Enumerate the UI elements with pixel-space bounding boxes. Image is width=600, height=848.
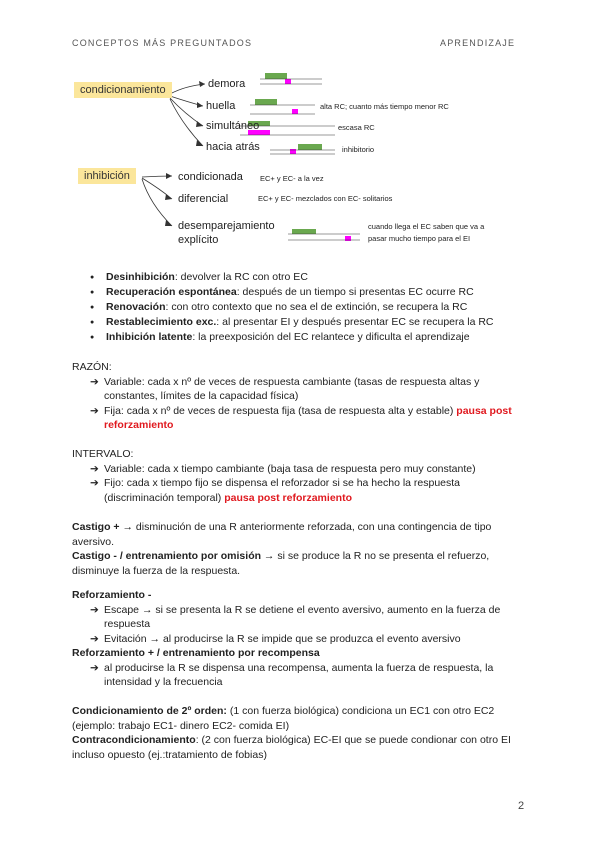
box-inhibicion: inhibición	[78, 168, 136, 184]
label-condicionada: condicionada	[178, 171, 243, 183]
page-number: 2	[518, 800, 525, 812]
label-desemparejamiento: desemparejamiento	[178, 220, 275, 232]
refuerzo-neg-title: Reforzamiento -	[72, 589, 152, 601]
list-item: ● Restablecimiento exc.: al presentar EI y después presentar EC se recupera la RC	[90, 315, 530, 330]
bar-magenta-demora	[285, 79, 291, 84]
refuerzo-pos-title: Reforzamiento + / entrenamiento por recompensa	[72, 647, 320, 659]
refuerzo-section	[72, 588, 532, 690]
note-diferencial: EC+ y EC- mezclados con EC- solitarios	[258, 194, 393, 203]
note-huella: alta RC; cuanto más tiempo menor RC	[320, 102, 449, 111]
note-condicionada: EC+ y EC- a la vez	[260, 174, 324, 183]
label-simultaneo: simultáneo	[206, 120, 260, 132]
bar-green-huella	[255, 99, 277, 105]
castigo-pos: Castigo + → disminución de una R anteriormente reforzada, con una contingencia de tipo aversivo.	[72, 521, 492, 548]
label-explicito: explícito	[178, 234, 219, 246]
list-item: ➔ Variable: cada x nº de veces de respuesta cambiante (tasas de respuesta altas y constantes, límites de la capacidad física)	[90, 375, 480, 402]
castigo-section	[72, 520, 532, 578]
phenomena-list	[90, 270, 530, 345]
razon-section	[72, 360, 532, 433]
razon-title: RAZÓN:	[72, 361, 112, 373]
arrow-simultaneo	[170, 98, 203, 126]
note-simultaneo: escasa RC	[338, 123, 375, 132]
note-hacia-atras: inhibitorio	[342, 145, 375, 154]
list-item: ● Recuperación espontánea: después de un tiempo si presentas EC ocurre RC	[90, 285, 530, 300]
label-hacia-atras: hacia atrás	[206, 141, 260, 153]
bar-green-desemp	[292, 229, 316, 234]
header-right: APRENDIZAJE	[440, 38, 516, 48]
arrow-desemparejamiento	[142, 179, 172, 226]
contracondicionamiento: Contracondicionamiento: (2 con fuerza biológica) EC-EI que se puede condionar con otro EI incluso opuesto (ej.:tratamiento de fobias)	[72, 734, 511, 761]
intervalo-section	[72, 447, 532, 505]
box-condicionamiento: condicionamiento	[74, 82, 172, 98]
orden-section	[72, 704, 532, 762]
conditioning-diagram	[70, 64, 530, 254]
list-item: ➔ Evitación → al producirse la R se impide que se produzca el evento aversivo	[90, 632, 461, 645]
list-item: ● Desinhibición: devolver la RC con otro EC	[90, 270, 530, 285]
note-desemparejamiento: cuando llega el EC saben que va a	[368, 222, 485, 231]
label-diferencial: diferencial	[178, 193, 229, 205]
list-item: ● Inhibición latente: la preexposición del EC relantece y dificulta el aprendizaje	[90, 330, 530, 345]
label-huella: huella	[206, 100, 236, 112]
segundo-orden: Condicionamiento de 2º orden: (1 con fuerza biológica) condiciona un EC1 con otro EC2 (ejemplo: trabajo EC1- dinero EC2- comida EI)	[72, 705, 495, 732]
bar-magenta-huella	[292, 109, 298, 114]
castigo-neg: Castigo - / entrenamiento por omisión → si se produce la R no se presenta el refuerzo, disminuye la fuerza de la respuesta.	[72, 550, 490, 577]
bar-green-atras	[298, 144, 322, 150]
list-item: ➔ Escape → si se presenta la R se detiene el evento aversivo, aumento en la fuerza de respuesta	[90, 603, 501, 630]
note-desemparejamiento-2: pasar mucho tiempo para el EI	[368, 234, 471, 243]
header-left: CONCEPTOS MÁS PREGUNTADOS	[72, 38, 253, 48]
list-item: ➔ Fija: cada x nº de veces de respuesta fija (tasa de respuesta alta y estable) pausa post reforzamiento	[90, 404, 512, 431]
intervalo-title: INTERVALO:	[72, 448, 134, 460]
label-demora: demora	[208, 78, 246, 90]
bar-green-demora	[265, 73, 287, 79]
list-item: ➔ Variable: cada x tiempo cambiante (baja tasa de respuesta pero muy constante)	[90, 462, 476, 475]
list-item: ● Renovación: con otro contexto que no sea el de extinción, se recupera la RC	[90, 300, 530, 315]
list-item: ➔ Fijo: cada x tiempo fijo se dispensa el reforzador si se ha hecho la respuesta (discriminación temporal) pausa post reforzamiento	[90, 477, 461, 504]
list-item: ➔ al producirse la R se dispensa una recompensa, aumenta la fuerza de respuesta, la intensidad y la frecuencia	[90, 661, 494, 688]
